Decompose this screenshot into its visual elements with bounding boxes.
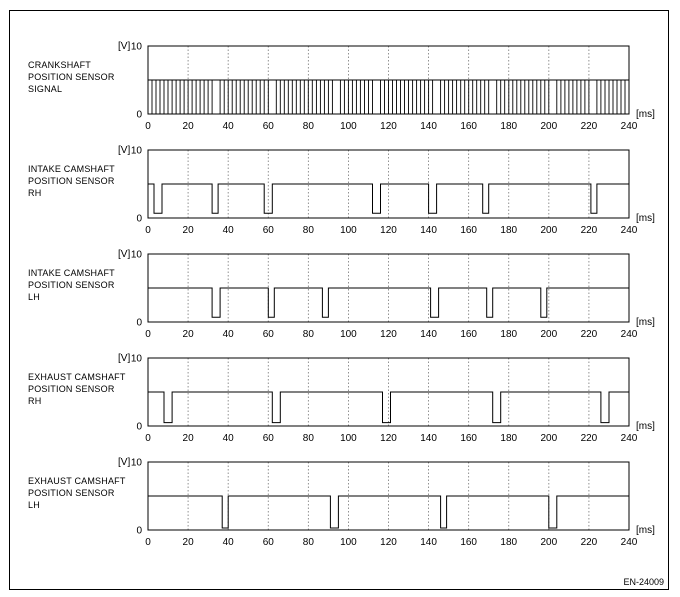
sensor-label-line: POSITION SENSOR — [28, 72, 115, 82]
x-tick-label: 100 — [340, 433, 357, 444]
x-tick-label: 80 — [302, 329, 314, 340]
x-tick-label: 0 — [145, 433, 151, 444]
x-tick-label: 140 — [420, 537, 437, 548]
x-tick-label: 220 — [580, 329, 598, 340]
x-tick-label: 100 — [340, 329, 357, 340]
sensor-label-line: POSITION SENSOR — [28, 280, 115, 290]
y-axis-unit: [V] — [118, 249, 131, 260]
crank-pulse-teeth — [148, 80, 625, 114]
x-tick-label: 40 — [222, 537, 234, 548]
x-tick-label: 40 — [222, 121, 234, 132]
y-tick-label: 0 — [136, 421, 142, 433]
y-axis-unit: [V] — [118, 353, 131, 364]
x-axis-unit: [ms] — [636, 525, 655, 536]
x-axis-unit: [ms] — [636, 421, 655, 432]
figure-code: EN-24009 — [623, 577, 664, 587]
sensor-label-line: CRANKSHAFT — [28, 60, 92, 70]
y-tick-label: 10 — [130, 457, 142, 469]
x-tick-label: 20 — [182, 537, 194, 548]
x-tick-label: 160 — [460, 329, 478, 340]
x-tick-label: 200 — [540, 433, 558, 444]
x-tick-label: 160 — [460, 121, 478, 132]
sensor-label-line: POSITION SENSOR — [28, 176, 115, 186]
sensor-label-line: EXHAUST CAMSHAFT — [28, 372, 126, 382]
x-tick-label: 80 — [302, 225, 314, 236]
x-tick-label: 140 — [420, 329, 437, 340]
x-tick-label: 240 — [620, 537, 638, 548]
x-tick-label: 220 — [580, 225, 598, 236]
x-tick-label: 0 — [145, 121, 151, 132]
x-tick-label: 240 — [620, 329, 638, 340]
sensor-label-line: POSITION SENSOR — [28, 488, 115, 498]
x-tick-label: 40 — [222, 329, 234, 340]
chart-1 — [28, 145, 655, 236]
x-tick-label: 100 — [340, 225, 357, 236]
x-tick-label: 140 — [420, 433, 437, 444]
sensor-label-line: POSITION SENSOR — [28, 384, 115, 394]
y-tick-label: 0 — [136, 525, 142, 537]
x-tick-label: 20 — [182, 225, 194, 236]
x-tick-label: 60 — [262, 537, 274, 548]
x-tick-label: 180 — [500, 121, 518, 132]
x-tick-label: 20 — [182, 121, 194, 132]
sensor-label-line: EXHAUST CAMSHAFT — [28, 476, 126, 486]
x-tick-label: 60 — [262, 329, 274, 340]
x-tick-label: 60 — [262, 121, 274, 132]
x-tick-label: 240 — [620, 433, 638, 444]
chart-3 — [28, 353, 655, 444]
x-tick-label: 200 — [540, 329, 558, 340]
y-tick-label: 10 — [130, 145, 142, 157]
x-tick-label: 20 — [182, 433, 194, 444]
x-tick-label: 200 — [540, 121, 558, 132]
y-tick-label: 0 — [136, 109, 142, 121]
chart-4 — [28, 457, 655, 548]
x-tick-label: 80 — [302, 121, 314, 132]
x-tick-label: 0 — [145, 329, 151, 340]
sensor-label-line: SIGNAL — [28, 84, 63, 94]
x-tick-label: 80 — [302, 537, 314, 548]
chart-0 — [28, 41, 655, 132]
x-tick-label: 100 — [340, 121, 357, 132]
x-tick-label: 40 — [222, 225, 234, 236]
x-tick-label: 160 — [460, 537, 478, 548]
sensor-label-line: INTAKE CAMSHAFT — [28, 164, 115, 174]
x-tick-label: 240 — [620, 121, 638, 132]
x-tick-label: 120 — [380, 433, 397, 444]
x-tick-label: 140 — [420, 225, 437, 236]
x-tick-label: 180 — [500, 329, 518, 340]
x-tick-label: 120 — [380, 225, 397, 236]
cam-signal-line — [148, 184, 629, 213]
cam-signal-line — [148, 288, 629, 317]
x-axis-unit: [ms] — [636, 109, 655, 120]
x-tick-label: 0 — [145, 537, 151, 548]
x-tick-label: 120 — [380, 121, 397, 132]
x-tick-label: 40 — [222, 433, 234, 444]
y-axis-unit: [V] — [118, 41, 131, 52]
sensor-label-line: LH — [28, 500, 40, 510]
y-tick-label: 0 — [136, 317, 142, 329]
sensor-label-line: LH — [28, 292, 40, 302]
sensor-label-line: RH — [28, 396, 42, 406]
x-tick-label: 120 — [380, 329, 397, 340]
x-tick-label: 160 — [460, 225, 478, 236]
y-axis-unit: [V] — [118, 145, 131, 156]
x-tick-label: 180 — [500, 537, 518, 548]
sensor-label-line: INTAKE CAMSHAFT — [28, 268, 115, 278]
x-tick-label: 240 — [620, 225, 638, 236]
x-tick-label: 100 — [340, 537, 357, 548]
y-tick-label: 10 — [130, 41, 142, 53]
x-tick-label: 60 — [262, 433, 274, 444]
y-axis-unit: [V] — [118, 457, 131, 468]
y-tick-label: 10 — [130, 353, 142, 365]
x-tick-label: 140 — [420, 121, 437, 132]
x-tick-label: 60 — [262, 225, 274, 236]
x-tick-label: 220 — [580, 433, 598, 444]
x-tick-label: 80 — [302, 433, 314, 444]
x-tick-label: 200 — [540, 225, 558, 236]
x-tick-label: 160 — [460, 433, 478, 444]
chart-2 — [28, 249, 655, 340]
x-tick-label: 180 — [500, 225, 518, 236]
x-tick-label: 0 — [145, 225, 151, 236]
x-tick-label: 120 — [380, 537, 397, 548]
x-tick-label: 220 — [580, 121, 598, 132]
x-tick-label: 200 — [540, 537, 558, 548]
x-axis-unit: [ms] — [636, 213, 655, 224]
y-tick-label: 0 — [136, 213, 142, 225]
x-tick-label: 180 — [500, 433, 518, 444]
y-tick-label: 10 — [130, 249, 142, 261]
x-axis-unit: [ms] — [636, 317, 655, 328]
x-tick-label: 20 — [182, 329, 194, 340]
sensor-label-line: RH — [28, 188, 42, 198]
x-tick-label: 220 — [580, 537, 598, 548]
